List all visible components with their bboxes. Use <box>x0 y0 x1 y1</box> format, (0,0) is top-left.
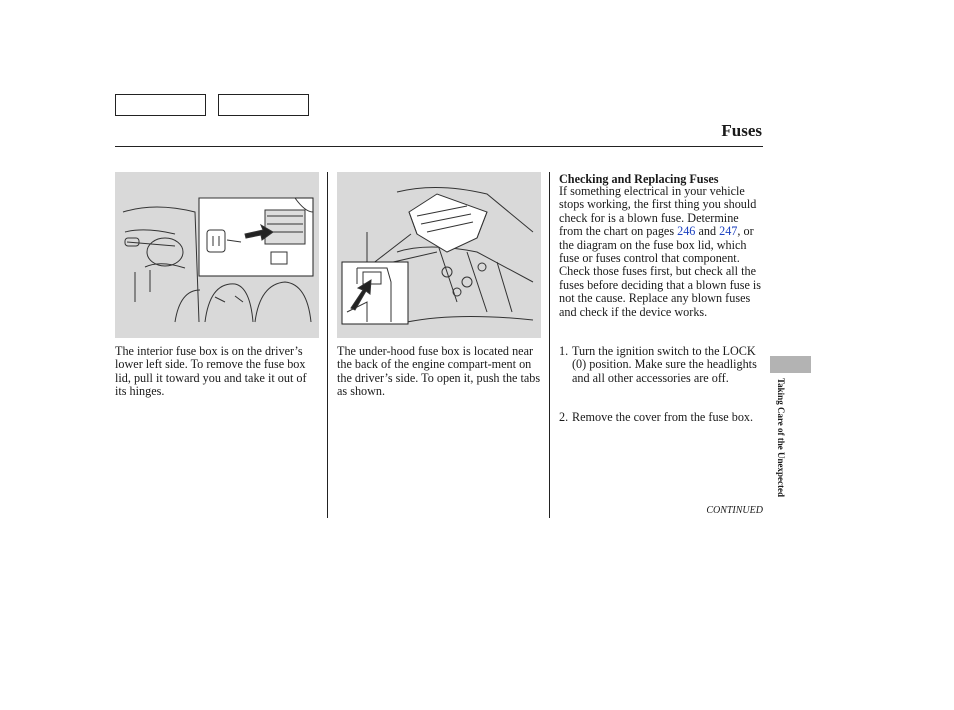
interior-fuse-box-illustration <box>115 172 319 338</box>
step-item <box>559 345 763 385</box>
intro-text-continued: , or the diagram on the fuse box lid, which fuse or fuses control that component. Check those fuses first, but check all the fuses before deciding that a blown fuse is not the cause. Replace any blown fuses and check if the device works. <box>559 224 762 319</box>
continued-label: CONTINUED <box>706 505 763 516</box>
under-hood-fuse-box-text: The under-hood fuse box is located near the back of the engine compart-ment on the driver’s side. To open it, push the tabs as shown. <box>337 344 541 399</box>
interior-fuse-box-text: The interior fuse box is on the driver’s lower left side. To remove the fuse box lid, pull it toward you and take it out of its hinges. <box>115 344 307 399</box>
step-text: Remove the cover from the fuse box. <box>572 410 754 424</box>
main-menu-button[interactable] <box>115 94 206 116</box>
index-button[interactable] <box>218 94 309 116</box>
checking-fuses-text <box>559 185 763 319</box>
title-divider <box>115 146 763 147</box>
under-hood-fuse-box-illustration <box>337 172 541 338</box>
step-number: 2. <box>559 410 569 424</box>
page-link-247[interactable]: 247 <box>719 224 738 239</box>
page-title: Fuses <box>721 121 762 140</box>
column-divider-2 <box>549 172 550 518</box>
column-divider-1 <box>327 172 328 518</box>
section-heading: Checking and Replacing Fuses <box>559 172 719 186</box>
page-link-246[interactable]: 246 <box>677 224 696 239</box>
section-tab-label: Taking Care of the Unexpected <box>776 378 786 497</box>
intro-text: If something electrical in your vehicle stops working, the first thing you should check for is a blown fuse. Determine from the chart on pages <box>559 184 757 239</box>
step-number: 1. <box>559 344 569 358</box>
step-item <box>559 411 763 424</box>
section-tab-marker <box>770 356 811 373</box>
step-text: Turn the ignition switch to the LOCK (0) position. Make sure the headlights and all other accessories are off. <box>572 344 757 385</box>
link-joiner: and <box>695 224 720 239</box>
